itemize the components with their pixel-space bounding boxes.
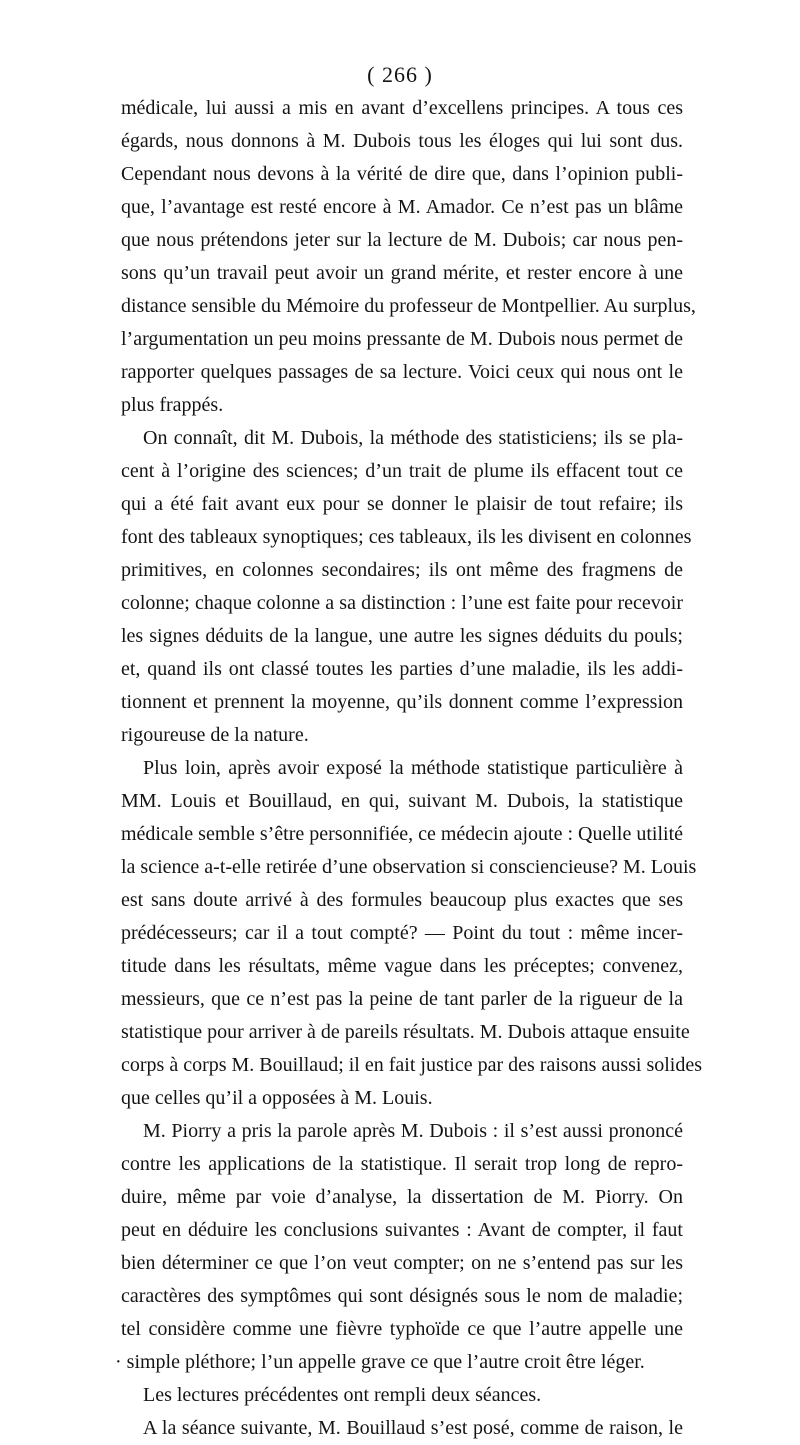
text-line: colonne; chaque colonne a sa distinction : l’une est faite pour recevoir bbox=[121, 592, 683, 614]
text-line: rapporter quelques passages de sa lecture. Voici ceux qui nous ont le bbox=[121, 361, 683, 383]
page-number: ( 266 ) bbox=[367, 62, 433, 87]
text-line: contre les applications de la statistique. Il serait trop long de repro- bbox=[121, 1153, 683, 1175]
text-line: est sans doute arrivé à des formules beaucoup plus exactes que ses bbox=[121, 889, 683, 911]
text-line: MM. Louis et Bouillaud, en qui, suivant M. Dubois, la statistique bbox=[121, 790, 683, 812]
text-line: caractères des symptômes qui sont désignés sous le nom de maladie; bbox=[121, 1285, 683, 1307]
text-line: font des tableaux synoptiques; ces tableaux, ils les divisent en colonnes bbox=[121, 526, 692, 548]
text-line: les signes déduits de la langue, une autre les signes déduits du pouls; bbox=[121, 625, 683, 647]
text-line: On connaît, dit M. Dubois, la méthode des statisticiens; ils se pla- bbox=[143, 427, 683, 449]
text-line: égards, nous donnons à M. Dubois tous les éloges qui lui sont dus. bbox=[121, 130, 683, 152]
text-line: plus frappés. bbox=[121, 394, 224, 416]
text-line: tel considère comme une fièvre typhoïde ce que l’autre appelle une bbox=[121, 1318, 683, 1340]
text-line: M. Piorry a pris la parole après M. Dubois : il s’est aussi prononcé bbox=[143, 1120, 683, 1142]
text-line: l’argumentation un peu moins pressante de M. Dubois nous permet de bbox=[121, 328, 683, 350]
text-line: corps à corps M. Bouillaud; il en fait justice par des raisons aussi solides bbox=[121, 1054, 703, 1076]
text-line: prédécesseurs; car il a tout compté? — Point du tout : même incer- bbox=[121, 922, 683, 944]
text-line: qui a été fait avant eux pour se donner le plaisir de tout refaire; ils bbox=[121, 493, 683, 515]
text-line: peut en déduire les conclusions suivantes : Avant de compter, il faut bbox=[121, 1219, 683, 1241]
text-line: distance sensible du Mémoire du professeur de Montpellier. Au surplus, bbox=[121, 295, 696, 317]
text-line: que celles qu’il a opposées à M. Louis. bbox=[121, 1087, 433, 1109]
text-line: A la séance suivante, M. Bouillaud s’est posé, comme de raison, le bbox=[143, 1417, 683, 1439]
text-line: la science a-t-elle retirée d’une observation si consciencieuse? M. Louis bbox=[121, 856, 697, 878]
text-line: · simple pléthore; l’un appelle grave ce que l’autre croit être léger. bbox=[115, 1351, 645, 1373]
body-text bbox=[115, 92, 703, 1445]
text-line: messieurs, que ce n’est pas la peine de tant parler de la rigueur de la bbox=[121, 988, 683, 1010]
text-line: et, quand ils ont classé toutes les parties d’une maladie, ils les addi- bbox=[121, 658, 683, 680]
text-line: Plus loin, après avoir exposé la méthode statistique particulière à bbox=[143, 757, 683, 779]
text-line: primitives, en colonnes secondaires; ils ont même des fragmens de bbox=[121, 559, 683, 581]
text-line: que nous prétendons jeter sur la lecture de M. Dubois; car nous pen- bbox=[121, 229, 683, 251]
text-line: tionnent et prennent la moyenne, qu’ils donnent comme l’expression bbox=[121, 691, 683, 713]
text-line: cent à l’origine des sciences; d’un trait de plume ils effacent tout ce bbox=[121, 460, 683, 482]
text-line: bien déterminer ce que l’on veut compter; on ne s’entend pas sur les bbox=[121, 1252, 683, 1274]
text-line: médicale, lui aussi a mis en avant d’excellens principes. A tous ces bbox=[121, 97, 683, 119]
text-line: sons qu’un travail peut avoir un grand mérite, et rester encore à une bbox=[121, 262, 683, 284]
text-line: duire, même par voie d’analyse, la dissertation de M. Piorry. On bbox=[121, 1186, 683, 1208]
text-line: rigoureuse de la nature. bbox=[121, 724, 309, 746]
text-line: titude dans les résultats, même vague dans les préceptes; convenez, bbox=[121, 955, 683, 977]
text-line: statistique pour arriver à de pareils résultats. M. Dubois attaque ensuite bbox=[121, 1021, 690, 1043]
text-line: Cependant nous devons à la vérité de dire que, dans l’opinion publi- bbox=[121, 163, 683, 185]
text-line: Les lectures précédentes ont rempli deux séances. bbox=[143, 1384, 542, 1406]
text-line: que, l’avantage est resté encore à M. Amador. Ce n’est pas un blâme bbox=[121, 196, 683, 218]
text-line: médicale semble s’être personnifiée, ce médecin ajoute : Quelle utilité bbox=[121, 823, 683, 845]
